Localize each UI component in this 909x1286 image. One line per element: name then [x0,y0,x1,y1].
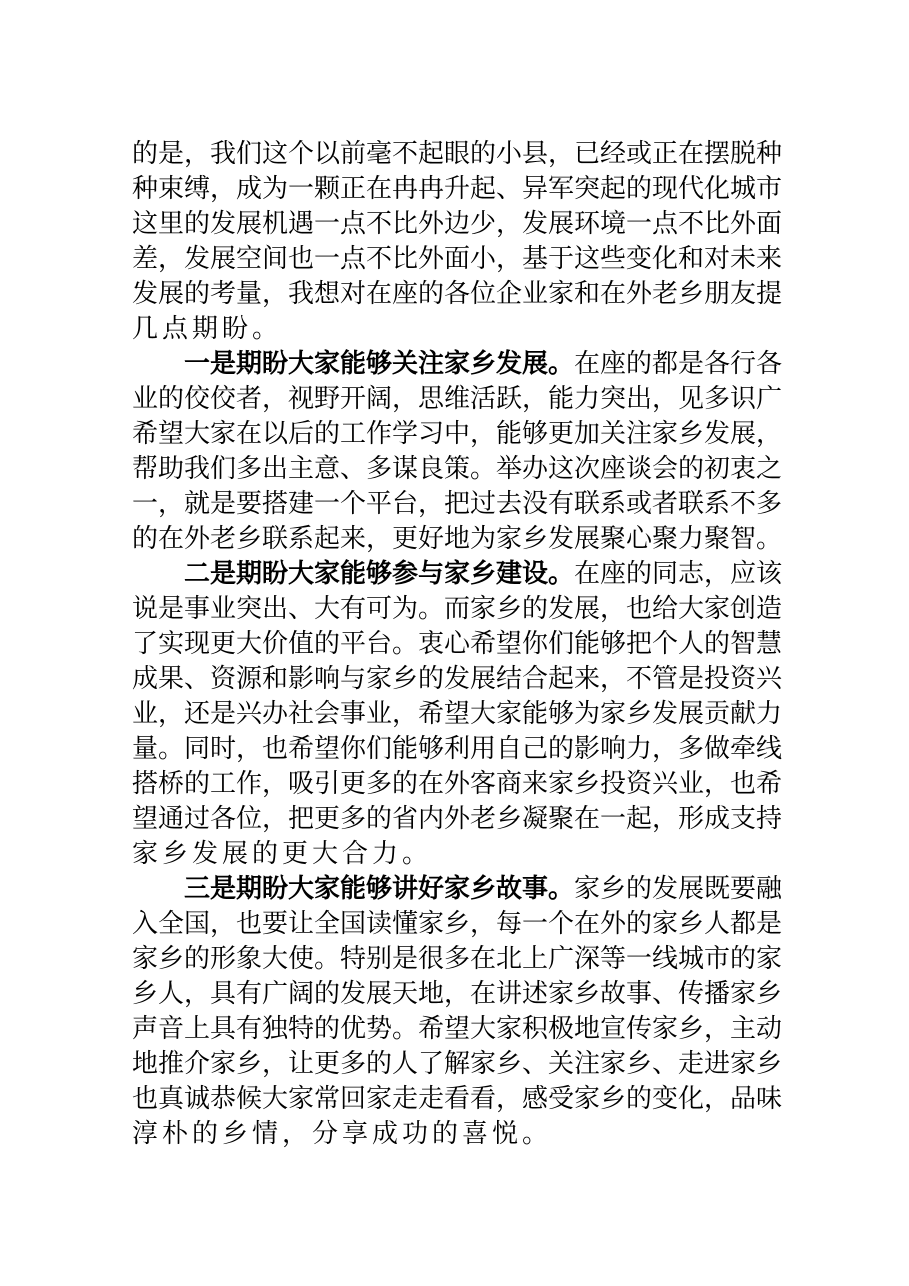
text-line: 家乡发展的更大合力。 [132,839,433,869]
text-line: 发展的考量，我想对在座的各位企业家和在外老乡朋友提 [132,279,783,309]
paragraph-heading: 二是期盼大家能够参与家乡建设。 [184,559,575,589]
text-line: 也真诚恭候大家常回家走走看看，感受家乡的变化，品味 [132,1084,783,1114]
text-line: 差，发展空间也一点不比外面小，基于这些变化和对未来 [132,244,783,274]
text-line: 的是，我们这个以前毫不起眼的小县，已经或正在摆脱种 [132,139,783,169]
text-line: 帮助我们多出主意、多谋良策。举办这次座谈会的初衷之 [132,454,783,484]
text-line: 声音上具有独特的优势。希望大家积极地宣传家乡，主动 [132,1014,783,1044]
text-line: 说是事业突出、大有可为。而家乡的发展，也给大家创造 [132,594,783,624]
text-line: 希望大家在以后的工作学习中，能够更加关注家乡发展， [132,419,783,449]
text-line: 成果、资源和影响与家乡的发展结合起来，不管是投资兴 [132,664,783,694]
text-line: 入全国，也要让全国读懂家乡，每一个在外的家乡人都是 [132,909,783,939]
paragraph-first-line [184,555,783,593]
text-run: 在座的都是各行各 [574,349,783,379]
text-run: 家乡的发展既要融 [574,874,783,904]
text-line: 业，还是兴办社会事业，希望大家能够为家乡发展贡献力 [132,699,783,729]
text-line: 地推介家乡，让更多的人了解家乡、关注家乡、走进家乡 [132,1049,783,1079]
text-line: 种束缚，成为一颗正在冉冉升起、异军突起的现代化城市 [132,174,783,204]
paragraph-first-line [184,345,783,383]
paragraph-heading: 三是期盼大家能够讲好家乡故事。 [184,874,575,904]
text-line: 的在外老乡联系起来，更好地为家乡发展聚心聚力聚智。 [132,524,783,554]
text-line: 乡人，具有广阔的发展天地，在讲述家乡故事、传播家乡 [132,979,783,1009]
text-line: 淳朴的乡情，分享成功的喜悦。 [132,1119,553,1149]
text-line: 了实现更大价值的平台。衷心希望你们能够把个人的智慧 [132,629,783,659]
paragraph-first-line [184,870,783,908]
text-line: 家乡的形象大使。特别是很多在北上广深等一线城市的家 [132,944,783,974]
paragraph-heading: 一是期盼大家能够关注家乡发展。 [184,349,575,379]
text-line: 这里的发展机遇一点不比外边少，发展环境一点不比外面 [132,209,783,239]
text-line: 量。同时，也希望你们能够利用自己的影响力，多做牵线 [132,734,783,764]
text-line: 一，就是要搭建一个平台，把过去没有联系或者联系不多 [132,489,783,519]
text-line: 业的佼佼者，视野开阔，思维活跃，能力突出，见多识广 [132,384,783,414]
text-line: 望通过各位，把更多的省内外老乡凝聚在一起，形成支持 [132,804,783,834]
text-line: 搭桥的工作，吸引更多的在外客商来家乡投资兴业，也希 [132,769,783,799]
text-line: 几点期盼。 [132,314,283,344]
text-run: 在座的同志，应该 [574,559,783,589]
